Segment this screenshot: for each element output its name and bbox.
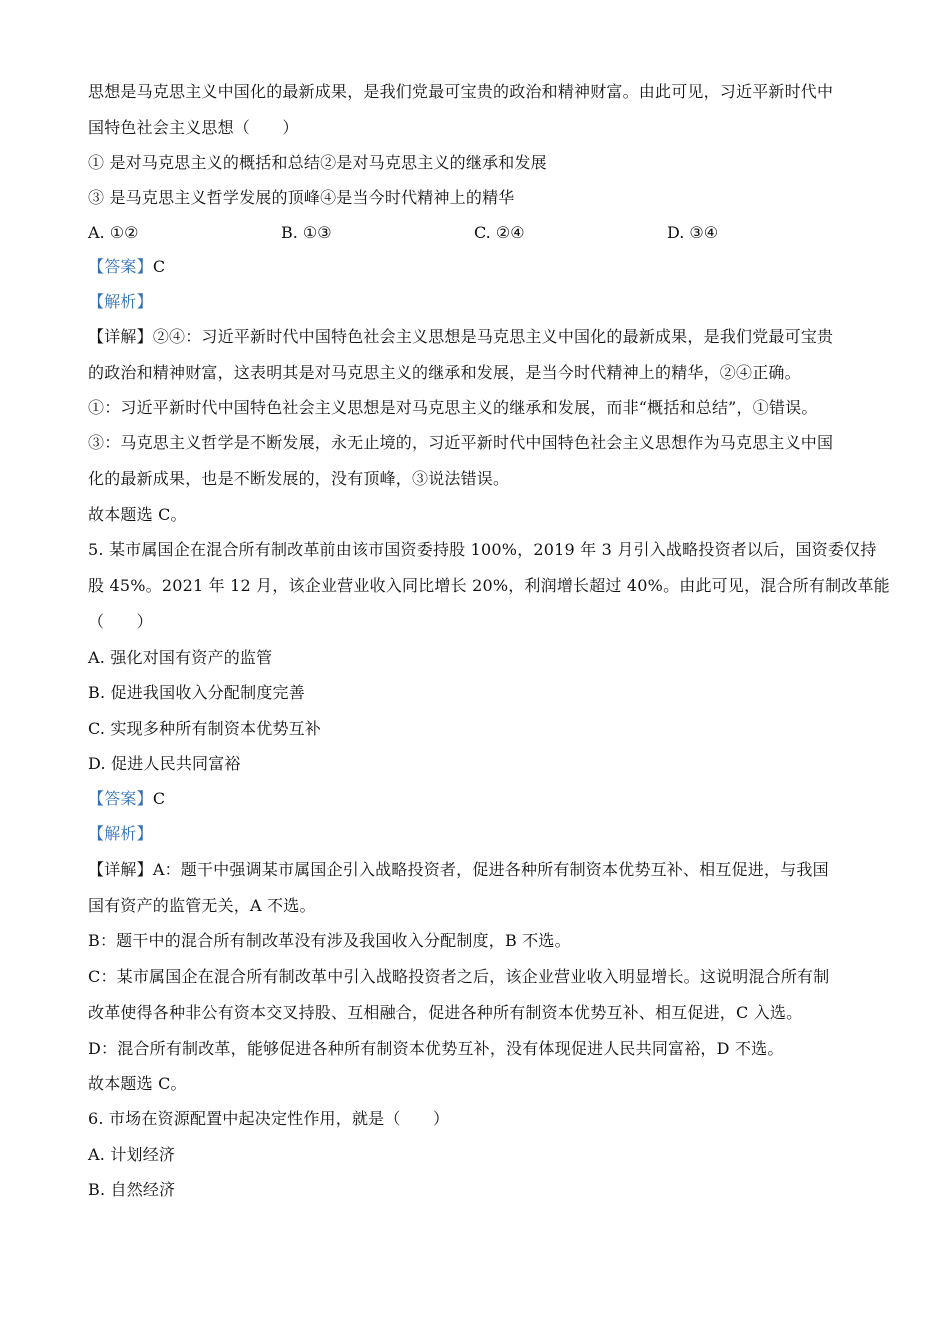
q5-detail-line: D：混合所有制改革，能够促进各种所有制资本优势互补，没有体现促进人民共同富裕，D 不选。 <box>88 1039 784 1058</box>
q4-stem-line: 国特色社会主义思想（ ） <box>88 118 299 137</box>
q5-option-b: B. 促进我国收入分配制度完善 <box>88 683 305 702</box>
q5-detail-line: C：某市属国企在混合所有制改革中引入战略投资者之后，该企业营业收入明显增长。这说明混合所有制 <box>88 967 830 986</box>
q4-detail-line: 的政治和精神财富，这表明其是对马克思主义的继承和发展，是当今时代精神上的精华，②④正确。 <box>88 363 801 382</box>
q5-stem-line: （ ） <box>88 612 153 631</box>
q5-stem-line: 股 45%。2021 年 12 月，该企业营业收入同比增长 20%，利润增长超过 40%。由此可见，混合所有制改革能 <box>88 576 890 595</box>
answer-tag: 【答案】 <box>88 789 153 808</box>
q5-analysis <box>88 824 153 844</box>
q5-conclusion: 故本题选 C。 <box>88 1074 187 1093</box>
q5-detail-line: 国有资产的监管无关，A 不选。 <box>88 896 316 915</box>
q5-answer <box>88 789 165 809</box>
q5-detail-line: B：题干中的混合所有制改革没有涉及我国收入分配制度，B 不选。 <box>88 931 571 950</box>
q4-analysis <box>88 292 153 312</box>
q4-option-a: A. ①② <box>88 223 139 242</box>
q4-item-line: ① 是对马克思主义的概括和总结②是对马克思主义的继承和发展 <box>88 153 547 172</box>
q5-option-c: C. 实现多种所有制资本优势互补 <box>88 719 322 738</box>
detail-text: ②④：习近平新时代中国特色社会主义思想是马克思主义中国化的最新成果，是我们党最可宝贵 <box>152 327 834 346</box>
q4-option-d: D. ③④ <box>667 223 719 242</box>
q4-stem-line: 思想是马克思主义中国化的最新成果，是我们党最可宝贵的政治和精神财富。由此可见，习近平新时代中 <box>88 82 834 101</box>
analysis-tag: 【解析】 <box>88 824 153 843</box>
detail-tag: 【详解】 <box>88 327 153 346</box>
q4-detail-line <box>88 327 833 347</box>
answer-value: C <box>152 257 166 276</box>
q5-detail-line: 改革使得各种非公有资本交叉持股、互相融合，促进各种所有制资本优势互补、相互促进，C 入选。 <box>88 1003 803 1022</box>
q4-detail-line: ①：习近平新时代中国特色社会主义思想是对马克思主义的继承和发展，而非“概括和总结”，①错误。 <box>88 398 818 417</box>
q4-detail-line: ③：马克思主义哲学是不断发展，永无止境的，习近平新时代中国特色社会主义思想作为马克思主义中国 <box>88 433 834 452</box>
q5-stem-line: 5. 某市属国企在混合所有制改革前由该市国资委持股 100%，2019 年 3 月引入战略投资者以后，国资委仅持 <box>88 540 877 559</box>
q6-stem: 6. 市场在资源配置中起决定性作用，就是（ ） <box>88 1109 450 1128</box>
q5-option-d: D. 促进人民共同富裕 <box>88 754 241 773</box>
q4-answer <box>88 257 165 277</box>
q6-option-b: B. 自然经济 <box>88 1180 176 1199</box>
q4-detail-line: 化的最新成果，也是不断发展的，没有顶峰，③说法错误。 <box>88 469 510 488</box>
q6-option-a: A. 计划经济 <box>88 1145 176 1164</box>
q4-item-line: ③ 是马克思主义哲学发展的顶峰④是当今时代精神上的精华 <box>88 188 515 207</box>
q4-conclusion: 故本题选 C。 <box>88 505 187 524</box>
detail-tag: 【详解】 <box>88 860 153 879</box>
answer-value: C <box>152 789 166 808</box>
answer-tag: 【答案】 <box>88 257 153 276</box>
q4-option-c: C. ②④ <box>474 223 525 242</box>
q5-option-a: A. 强化对国有资产的监管 <box>88 648 273 667</box>
q5-detail-line <box>88 860 829 880</box>
q4-option-b: B. ①③ <box>281 223 332 242</box>
detail-text: A：题干中强调某市属国企引入战略投资者，促进各种所有制资本优势互补、相互促进，与我国 <box>152 860 829 879</box>
analysis-tag: 【解析】 <box>88 292 153 311</box>
